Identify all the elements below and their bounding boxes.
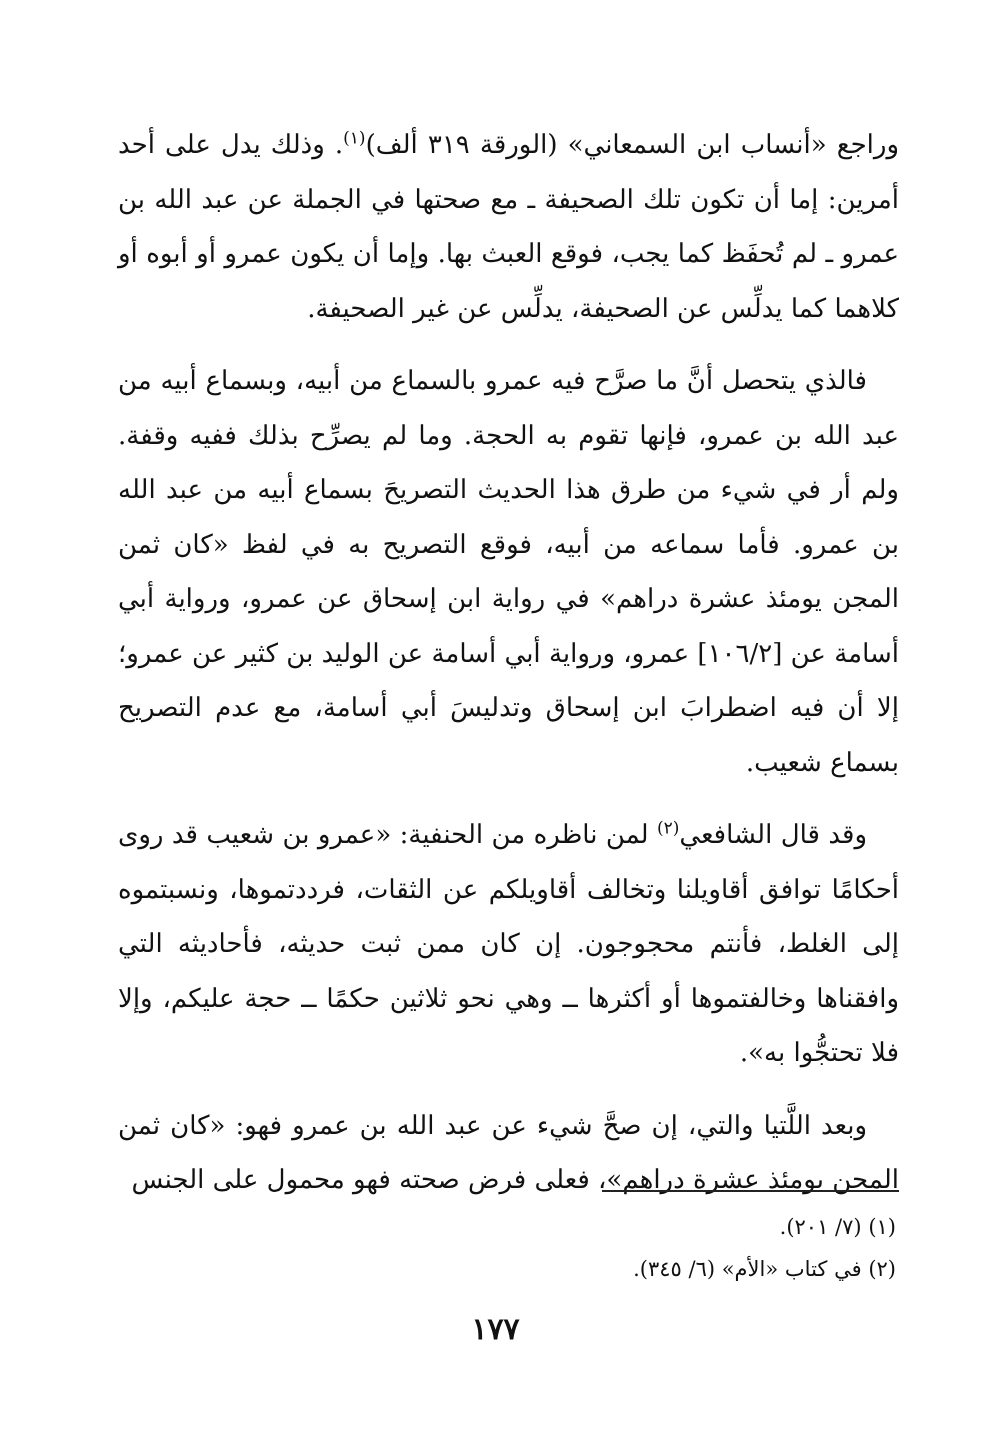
page-number: ١٧٧ — [471, 1312, 520, 1347]
footnote-divider — [602, 1190, 899, 1192]
paragraph-3-part-a: وقد قال الشافعي — [679, 820, 868, 850]
footnote-2-text: في كتاب «الأم» (٦/ ٣٤٥). — [633, 1257, 862, 1281]
footnote-1-mark: (١) — [868, 1215, 896, 1239]
paragraph-2: فالذي يتحصل أنَّ ما صرَّح فيه عمرو بالسماع من أبيه، وبسماع أبيه من عبد الله بن عمرو، فإنها تقوم به الحجة. وما لم يصرِّح بذلك ففيه وقفة. ولم أر في شيء من طرق هذا الحديث التصريحَ بسماع أبيه من عبد الله بن عمرو. فأما سماعه من أبيه، فوقع التصريح به في لفظ «كان ثمن المجن يومئذ عشرة دراهم» في رواية ابن إسحاق عن عمرو، ورواية أبي أسامة عن [١٠٦/٢] عمرو، ورواية أبي أسامة عن الوليد بن كثير عن عمرو؛ إلا أن فيه اضطرابَ ابن إسحاق وتدليسَ أبي أسامة، مع عدم التصريح بسماع شعيب. — [118, 366, 899, 778]
paragraph-1 — [118, 118, 899, 336]
footnote-1-text: (٧/ ٢٠١). — [779, 1215, 862, 1239]
paragraph-3-part-b: لمن ناظره من الحنفية: «عمرو بن شعيب قد روى أحكامًا توافق أقاويلنا وتخالف أقاويلكم عن الثقات، فرددتموها، ونسبتموه إلى الغلط، فأنتم محجوجون. إن كان ممن ثبت حديثه، فأحاديثه التي وافقناها وخالفتموها أو أكثرها ــ وهي نحو ثلاثين حكمًا ــ حجة عليكم، وإلا فلا تحتجُّوا به». — [118, 820, 899, 1068]
paragraph-1-part-b: . وذلك يدل على أحد أمرين: إما أن تكون تلك الصحيفة ـ مع صحتها في الجملة عن عبد الله بن عمرو ـ لم تُحفَظ كما يجب، فوقع العبث بها. وإما أن يكون عمرو أو أبوه أو كلاهما كما يدلِّس عن الصحيفة، يدلِّس عن غير الصحيفة. — [118, 130, 899, 324]
footnote-2-mark: (٢) — [868, 1257, 896, 1281]
footnote-2 — [118, 1248, 896, 1290]
paragraph-3 — [118, 808, 899, 1081]
paragraph-1-part-a: وراجع «أنساب ابن السمعاني» (الورقة ٣١٩ ألف) — [365, 130, 900, 160]
footnotes — [118, 1206, 896, 1290]
main-text — [118, 118, 899, 1226]
footnote-marker-1: (١) — [343, 128, 366, 149]
footnote-1 — [118, 1206, 896, 1248]
paragraph-4: وبعد اللَّتيا والتي، إن صحَّ شيء عن عبد الله بن عمرو فهو: «كان ثمن المجن يومئذ عشرة دراهم»، فعلى فرض صحته فهو محمول على الجنس — [118, 1110, 899, 1195]
footnote-marker-2: (٢) — [657, 818, 680, 839]
